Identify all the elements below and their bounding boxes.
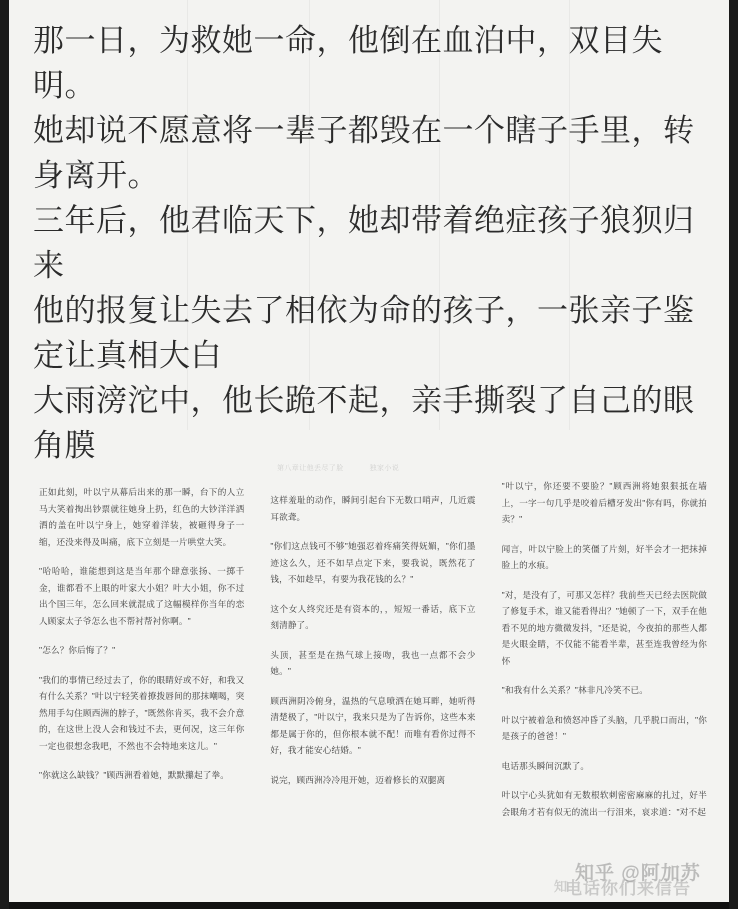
paragraph: 叶以宁心头犹如有无数根软刺密密麻麻的扎过，好半会眼角才若有似无的流出一行泪来，哀求道："对不起 — [501, 790, 707, 817]
paragraph: "你们这点钱可不够"她强忍着疼痛笑得妩媚，"你们墨迹这么久，还不如早点定下来，要我说，既然花了钱，不如趁早，有要为我花钱的么？" — [270, 541, 476, 584]
headline-line-4: 他的报复让失去了相依为命的孩子，一张亲子鉴定让真相大白 — [33, 293, 695, 373]
novel-text-columns — [39, 478, 707, 897]
paragraph: "叶以宁，你还要不要脸？"顾西洲将她狠狠抵在墙上，一字一句几乎是咬着后槽牙发出"你有吗，你就拍卖？" — [501, 481, 707, 524]
page-header-source-label: 独家小说 — [369, 465, 400, 472]
paragraph: 闻言，叶以宁脸上的笑僵了片刻，好半会才一把抹掉脸上的水痕。 — [501, 543, 707, 570]
paragraph: 说完，顾西洲冷冷甩开她，迈着修长的双腿离 — [270, 774, 446, 785]
page-running-header — [277, 462, 497, 474]
paragraph: "和我有什么关系？"林非凡冷笑不已。 — [501, 685, 648, 695]
paragraph: "你就这么缺钱？"顾西洲看着她，默默攥起了拳。 — [39, 770, 230, 780]
paragraph: 叶以宁被着急和愤怒冲昏了头脑，几乎脱口而出，"你是孩子的爸爸！" — [501, 714, 707, 741]
zhihu-logo-watermark: 知 — [554, 879, 568, 894]
paragraph: 正如此刻，叶以宁从幕后出来的那一瞬，台下的人立马大笑着掏出钞票就往她身上扔，红色的大钞洋洋洒洒的盖在叶以宁身上，她穿着洋装，被砸得身子一缩，还没来得及叫痛，底下立刻是一片哄堂大笑。 — [39, 487, 245, 547]
paragraph: 头顶，甚至是在热气球上接吻，我也一点都不会少她。" — [270, 649, 476, 676]
headline-block — [33, 18, 711, 468]
paragraph: 这样羞耻的动作，瞬间引起台下无数口哨声，几近震耳欲聋。 — [270, 495, 476, 522]
paragraph: "我们的事情已经过去了，你的眼睛好或不好，和我又有什么关系？"叶以宁轻笑着撩拨唇间的那抹嘲喝，突然用手勾住顾西洲的脖子，"既然你肯买，我不会介意的，在这世上没人会和钱过不去，更何况，这三年你一定也很想念我吧，不然也不会特地来这儿。" — [39, 674, 245, 751]
headline-line-1: 那一日，为救她一命，他倒在血泊中，双目失明。 — [33, 23, 663, 103]
paragraph: 电话那头瞬间沉默了。 — [501, 760, 590, 771]
text-column-left — [39, 478, 244, 897]
page-frame-bottom-edge — [9, 902, 729, 909]
paragraph: 顾西洲阴冷俯身，温热的气息喷洒在她耳畔，她听得清楚极了，"叶以宁，我来只是为了告诉你，这些本来都是属于你的，但你根本就不配！而唯有看你过得不好，我才能安心结婚。" — [270, 695, 476, 755]
headline-line-5: 大雨滂沱中，他长跪不起，亲手撕裂了自己的眼角膜 — [33, 383, 695, 463]
headline-line-2: 她却说不愿意将一辈子都毁在一个瞎子手里，转身离开。 — [33, 113, 695, 193]
zhihu-author-watermark: 知乎 @阿加苏 — [575, 863, 701, 884]
page-frame-left-edge — [0, 0, 9, 909]
secondary-watermark: 电话你们来信告 — [565, 879, 691, 898]
headline-line-3: 三年后，他君临天下，她却带着绝症孩子狼狈归来 — [33, 203, 695, 283]
text-column-middle — [270, 478, 475, 897]
paragraph: 这个女人终究还是有资本的，，短短一番话，底下立刻清静了。 — [270, 603, 476, 630]
paragraph: "哈哈哈，谁能想到这是当年那个肆意张扬、一掷千金，谁都看不上眼的叶家大小姐？叶大小姐，你不过出个国三年，怎么回来就混成了这幅模样你当年的恋人顾家太子爷怎么也不帮衬帮衬你啊。" — [39, 566, 245, 626]
text-column-right — [502, 478, 707, 897]
paragraph: "怎么？你后悔了？" — [39, 645, 116, 655]
content-card — [9, 0, 729, 909]
page-frame-right-edge — [729, 0, 738, 909]
paragraph: "对，是没有了，可那又怎样？我前些天已经去医院做了修复手术，谁又能看得出？"她顿了一下，双手在他看不见的地方微微发抖，"还是说，今夜拍的那些人都是火眼金睛，不仅能不能看半辈，甚至连我曾经为你怀 — [501, 589, 707, 666]
page-header-chapter-label: 第八章让他丢尽了脸 — [277, 465, 344, 472]
